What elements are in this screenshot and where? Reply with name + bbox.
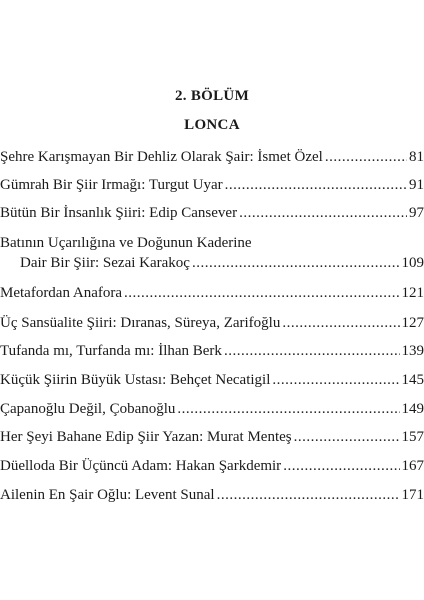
section-heading: LONCA [184,117,240,133]
toc-entry-title: Çapanoğlu Değil, Çobanoğlu [0,401,176,417]
toc-entry-page: 171 [401,487,424,503]
toc-leader-dots [225,177,407,194]
toc-entry-title: Bütün Bir İnsanlık Şiiri: Edip Cansever [0,205,238,221]
toc-leader-dots [192,255,400,272]
toc-entry-title-line1: Batının Uçarılığına ve Doğunun Kaderine [0,235,252,251]
toc-entry-page: 157 [401,429,424,445]
toc-entry [0,458,424,478]
toc-entry-title: Üç Sansüalite Şiiri: Dıranas, Süreya, Zarifoğlu [0,315,281,331]
toc-leader-dots [272,372,399,389]
toc-entry [0,285,424,305]
toc-entry [0,149,424,169]
toc-entry-title: Metafordan Anafora [0,285,123,301]
toc-entry-title: Küçük Şiirin Büyük Ustası: Behçet Necatigil [0,372,271,388]
toc-leader-dots [217,487,400,504]
toc-entry-title: Gümrah Bir Şiir Irmağı: Turgut Uyar [0,177,223,193]
toc-entry [0,177,424,197]
toc-entry-page: 81 [409,149,424,165]
toc-entry [0,401,424,421]
toc-entry-page: 97 [409,205,424,221]
toc-entry-page: 127 [401,315,424,331]
toc-entry-page: 167 [401,458,424,474]
toc-entry-title: Tufanda mı, Turfanda mı: İlhan Berk [0,343,222,359]
toc-leader-dots [224,343,400,360]
toc-entry-multiline [0,235,424,275]
toc-leader-dots [177,401,399,418]
toc-entry-title: Her Şeyi Bahane Edip Şiir Yazan: Murat Menteş [0,429,292,445]
toc-entry-page: 91 [409,177,424,193]
toc-entry [0,372,424,392]
toc-entry-page: 145 [401,372,424,388]
toc-entry [0,487,424,507]
toc-leader-dots [124,285,399,302]
toc-entry [0,205,424,225]
toc-leader-dots [282,315,399,332]
toc-entry-page: 149 [401,401,424,417]
toc-entry-title: Ailenin En Şair Oğlu: Levent Sunal [0,487,215,503]
toc-entry-title: Düelloda Bir Üçüncü Adam: Hakan Şarkdemir [0,458,282,474]
chapter-heading: 2. BÖLÜM [174,88,250,104]
toc-leader-dots [239,205,407,222]
toc-entry [0,343,424,363]
toc-entry [0,315,424,335]
toc-entry-title: Dair Bir Şiir: Sezai Karakoç [20,255,190,271]
toc-entry [0,429,424,449]
toc-leader-dots [325,149,407,166]
toc-entry-page: 109 [401,255,424,271]
toc-leader-dots [283,458,399,475]
toc-entry-page: 121 [401,285,424,301]
toc-entry-title: Şehre Karışmayan Bir Dehliz Olarak Şair: İsmet Özel [0,149,323,165]
toc-leader-dots [294,429,400,446]
toc-entry-page: 139 [401,343,424,359]
